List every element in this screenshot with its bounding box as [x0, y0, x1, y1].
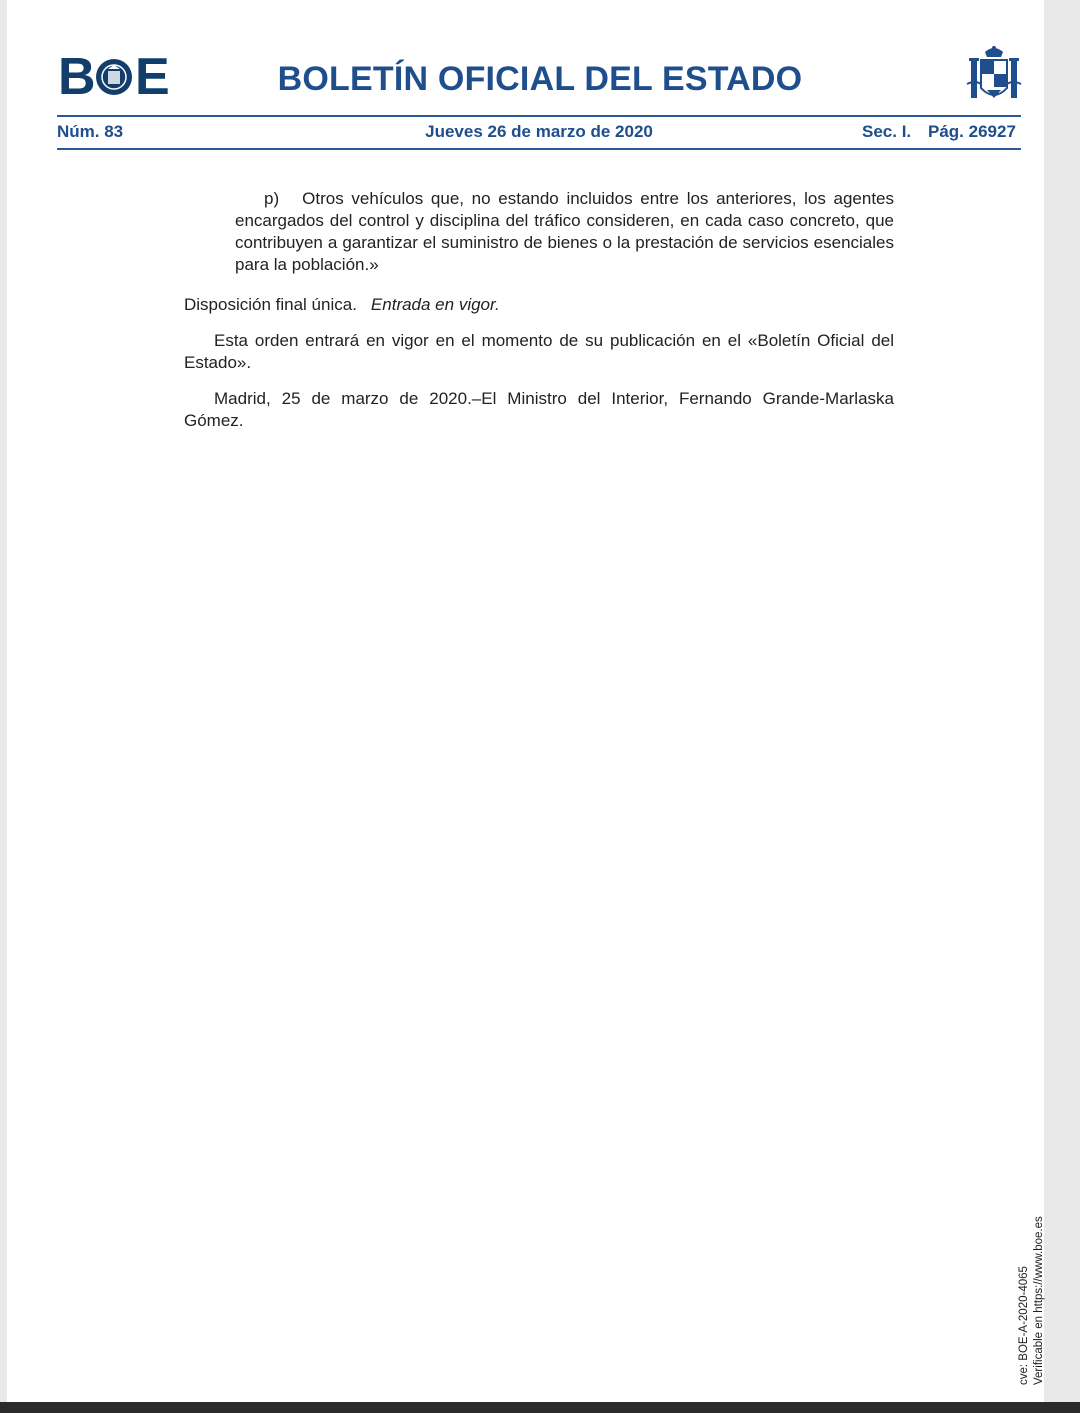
cve-code: cve: BOE-A-2020-4065 [1018, 1266, 1030, 1385]
page-number: Pág. 26927 [928, 122, 1016, 141]
verification-link[interactable]: Verificable en https://www.boe.es [1033, 1216, 1045, 1385]
header-rule-bottom [57, 148, 1021, 150]
disposition-title: Entrada en vigor. [370, 295, 500, 314]
spain-coat-of-arms-icon [965, 44, 1023, 106]
header-rule-top [57, 115, 1021, 117]
disposition-heading [184, 294, 894, 316]
issue-number: Núm. 83 [57, 122, 124, 141]
coat-of-arms-icon [95, 58, 133, 96]
document-page [7, 0, 1044, 1402]
boe-logo: B E [58, 48, 170, 106]
verification-footer [1017, 1216, 1047, 1385]
item-p-label: p) [264, 189, 280, 208]
bottom-bar [0, 1402, 1080, 1413]
item-p-text: Otros vehículos que, no estando incluidos entre los anteriores, los agentes encargados del control y disciplina del tráfico consideren, en cada caso concreto, que contribuyen a garantizar el suministro de bienes o la prestación de servicios esenciales para la población.» [235, 189, 895, 274]
document-body [184, 188, 894, 446]
section-label: Sec. I. [862, 122, 912, 141]
issue-date: Jueves 26 de marzo de 2020 [425, 122, 653, 141]
signature-paragraph: Madrid, 25 de marzo de 2020.–El Ministro del Interior, Fernando Grande-Marlaska Gómez. [184, 389, 894, 430]
entry-into-force-paragraph: Esta orden entrará en vigor en el momento de su publicación en el «Boletín Oficial del Estado». [184, 331, 894, 372]
item-p [184, 188, 894, 276]
disposition-label: Disposición final única. [184, 295, 357, 314]
publication-title: BOLETÍN OFICIAL DEL ESTADO [277, 60, 803, 98]
